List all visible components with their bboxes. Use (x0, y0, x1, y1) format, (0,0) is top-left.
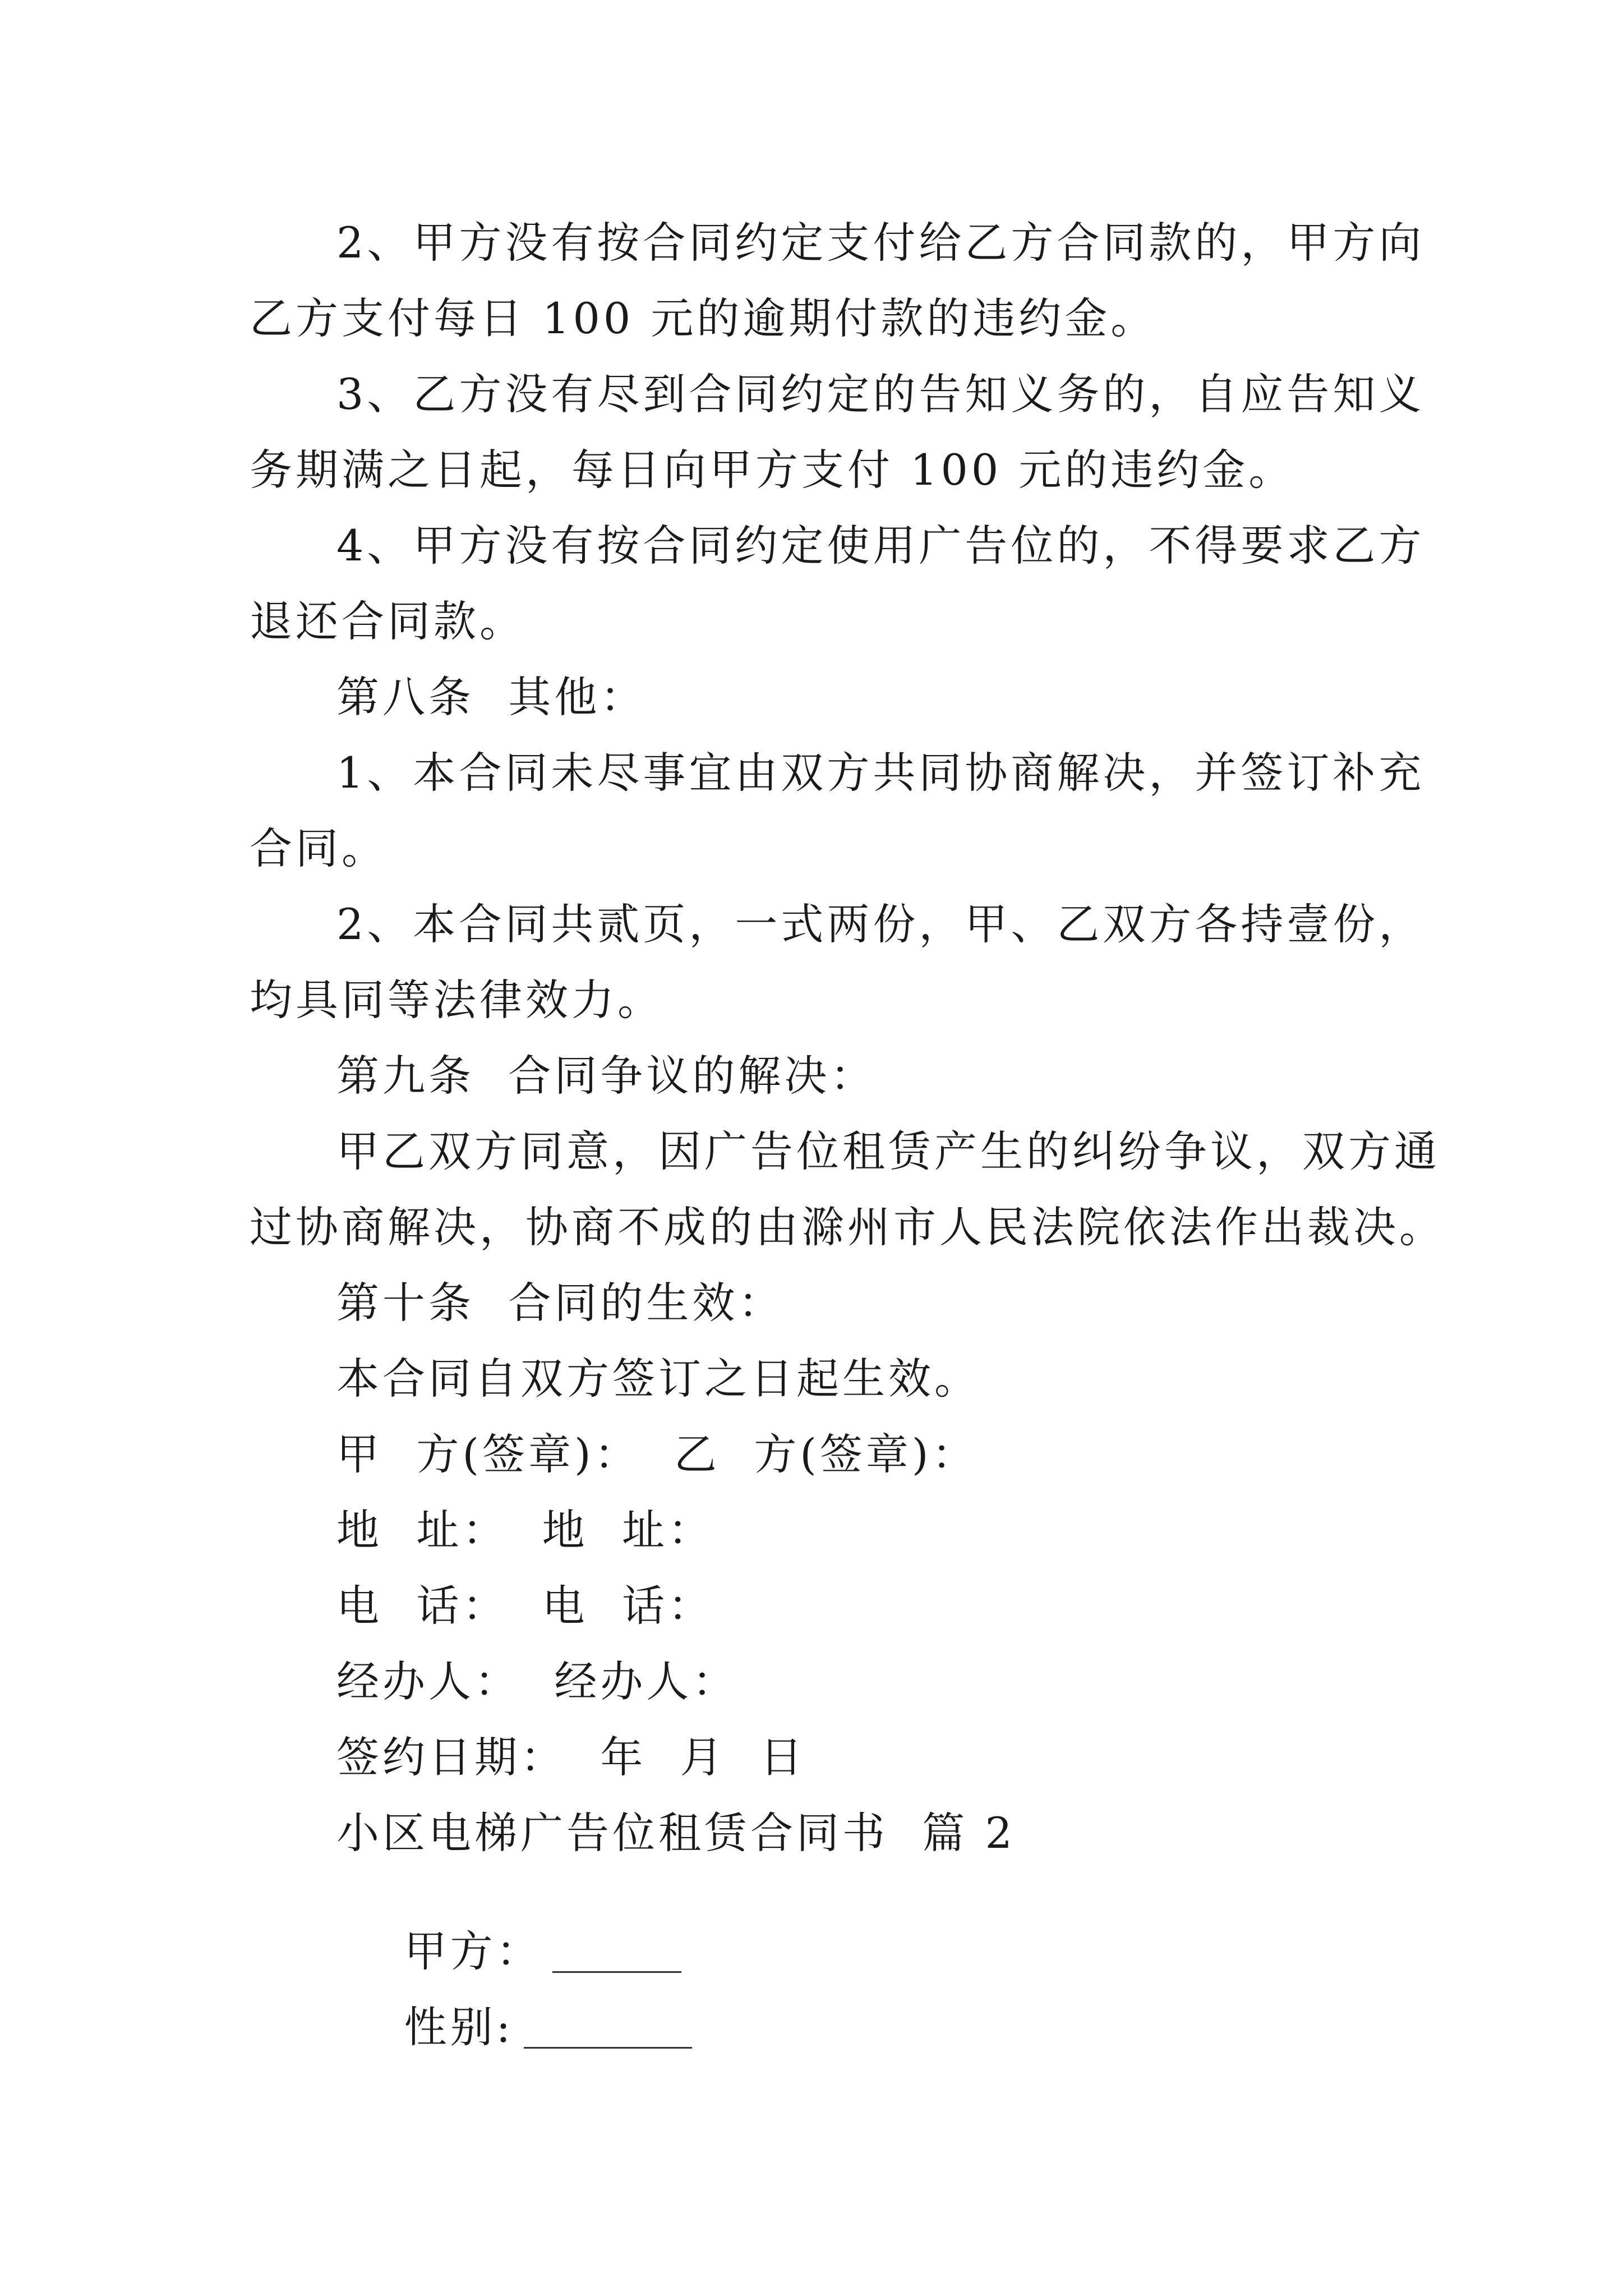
paragraph-line: 合同。 (250, 823, 388, 873)
date-line: 签约日期： 年 月 日 (336, 1732, 806, 1782)
gender-blank (524, 2013, 692, 2049)
paragraph-line: 退还合同款。 (250, 596, 525, 646)
paragraph-line: 1、本合同未尽事宜由双方共同协商解决，并签订补充 (336, 748, 1425, 798)
phone-line: 电 话： 电 话： (336, 1581, 714, 1631)
signature-line: 甲 方(签章)： 乙 方(签章)： (336, 1429, 978, 1479)
section-heading: 第十条 合同的生效： (336, 1278, 785, 1328)
gender-label: 性别: (404, 2002, 514, 2052)
paragraph-line: 均具同等法律效力。 (250, 975, 663, 1025)
address-line: 地 址： 地 址： (336, 1505, 714, 1555)
gender-row (336, 1963, 692, 2091)
paragraph-line: 3、乙方没有尽到合同约定的告知义务的，自应告知义 (336, 369, 1425, 419)
party-a-label: 甲方： (404, 1926, 542, 1976)
paragraph-line: 甲乙双方同意，因广告位租赁产生的纠纷争议，双方通 (336, 1126, 1440, 1176)
paragraph-line: 本合同自双方签订之日起生效。 (336, 1354, 980, 1404)
paragraph-line: 务期满之日起，每日向甲方支付 100 元的违约金。 (250, 445, 1295, 495)
paragraph-line: 过协商解决，协商不成的由滁州市人民法院依法作出裁决。 (250, 1202, 1445, 1252)
paragraph-line: 乙方支付每日 100 元的逾期付款的违约金。 (250, 293, 1157, 343)
paragraph-line: 2、本合同共贰页，一式两份，甲、乙双方各持壹份， (336, 899, 1425, 949)
paragraph-line: 4、甲方没有按合同约定使用广告位的，不得要求乙方 (336, 521, 1425, 570)
agent-line: 经办人： 经办人： (336, 1657, 739, 1706)
paragraph-line: 2、甲方没有按合同约定支付给乙方合同款的，甲方向 (336, 218, 1425, 268)
section-heading: 第八条 其他： (336, 672, 647, 722)
document-title: 小区电梯广告位租赁合同书 篇 2 (336, 1808, 1016, 1858)
section-heading: 第九条 合同争议的解决： (336, 1051, 877, 1101)
